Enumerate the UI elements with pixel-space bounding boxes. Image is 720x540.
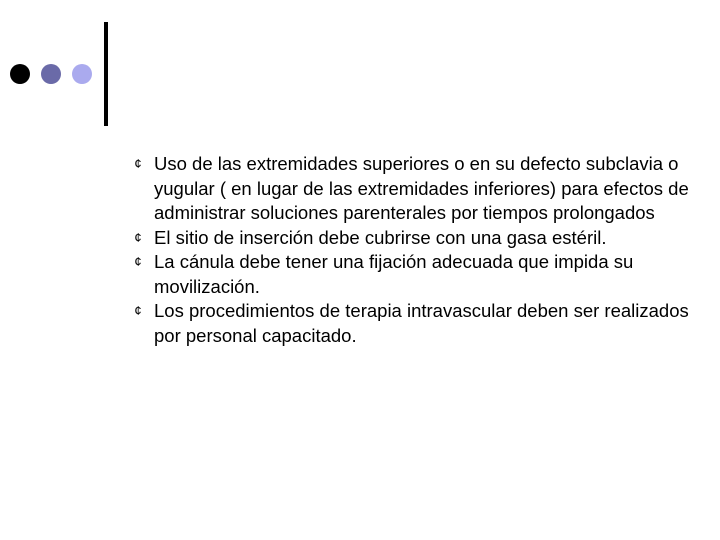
decorative-dot-2 [41, 64, 61, 84]
bullet-marker-icon: ¢ [134, 229, 142, 245]
bullet-text: Uso de las extremidades superiores o en su defecto subclavia o yugular ( en lugar de las extremidades inferiores) para efectos de administrar soluciones parenterales por tiempos prolongados [154, 153, 689, 223]
bullet-marker-icon: ¢ [134, 303, 142, 318]
decorative-dot-1 [10, 64, 30, 84]
bullet-item [130, 226, 710, 251]
bullet-marker-icon: ¢ [134, 254, 142, 269]
decorative-vertical-bar [104, 22, 108, 126]
bullet-marker-icon: ¢ [134, 156, 142, 171]
bullet-text: El sitio de inserción debe cubrirse con una gasa estéril. [154, 226, 607, 248]
bullet-text: La cánula debe tener una fijación adecuada que impida su movilización. [154, 251, 634, 297]
bullet-item [130, 152, 710, 226]
bullet-list [130, 152, 710, 348]
bullet-text: Los procedimientos de terapia intravascular deben ser realizados por personal capacitado. [154, 300, 689, 346]
decorative-dot-3 [72, 64, 92, 84]
bullet-item [130, 299, 710, 348]
bullet-item [130, 250, 710, 299]
